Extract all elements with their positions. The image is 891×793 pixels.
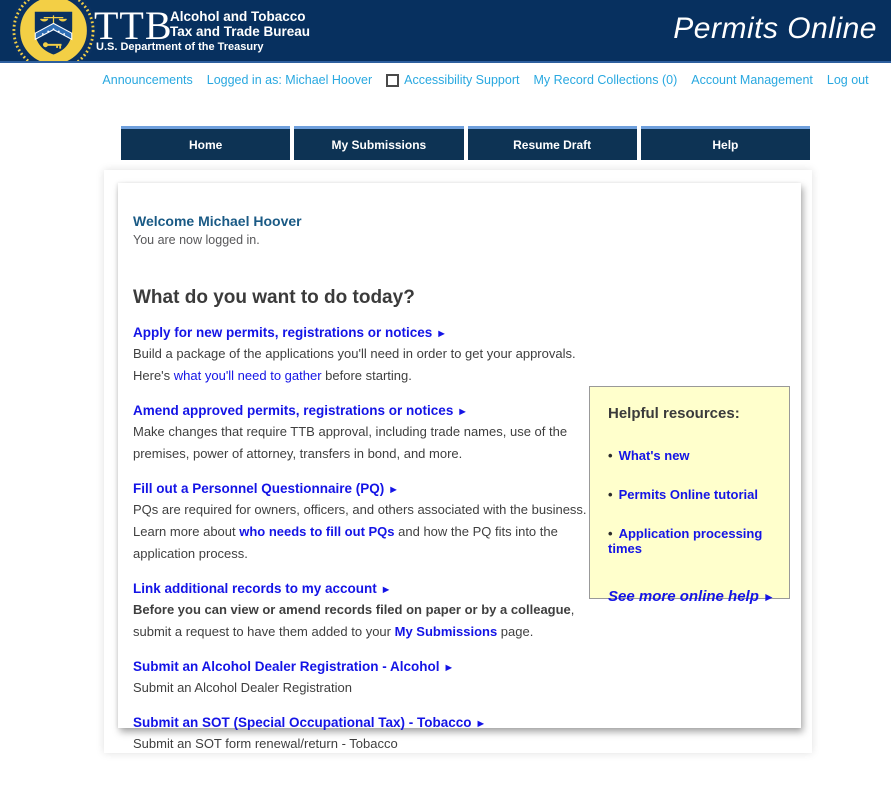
whats-new-link[interactable]: What's new [618,448,690,463]
arrow-right-icon: ► [457,406,468,418]
brand-name [170,9,310,39]
page-panel [104,170,812,753]
bullet-icon: • [608,487,613,502]
arrow-right-icon: ► [443,662,455,674]
bullet-icon: • [608,526,613,541]
link-records-desc: Before you can view or amend records filed on paper or by a colleague, submit a request to have them added to your My Submissions page. [133,602,575,639]
tab-resume-draft[interactable]: Resume Draft [468,126,637,160]
main-nav-tabs [121,126,810,160]
who-fills-pqs-link[interactable]: who needs to fill out PQs [239,524,395,539]
accessibility-link[interactable]: Accessibility Support [404,73,520,87]
page-title: Permits Online [673,12,877,45]
apply-new-permits-link[interactable]: Apply for new permits, registrations or notices ► [133,325,447,340]
welcome-heading: Welcome Michael Hoover [133,213,302,229]
what-to-gather-link[interactable]: what you'll need to gather [173,368,322,383]
accessibility-checkbox[interactable] [386,74,399,87]
my-submissions-link[interactable]: My Submissions [394,624,498,639]
account-management-link[interactable]: Account Management [691,73,813,87]
arrow-right-icon: ► [763,590,775,604]
amend-permits-link[interactable]: Amend approved permits, registrations or notices ► [133,403,468,418]
logged-in-status: Logged in as: Michael Hoover [206,73,373,87]
logout-link[interactable]: Log out [826,73,869,87]
sot-tobacco-link[interactable]: Submit an SOT (Special Occupational Tax) - Tobacco ► [133,715,487,730]
app-header [0,0,891,63]
logged-in-user: Michael Hoover [285,73,373,87]
arrow-right-icon: ► [388,484,399,496]
see-more-online-help-link[interactable]: See more online help ► [608,588,775,605]
utility-nav [0,65,891,95]
brand-line2: Tax and Trade Bureau [170,24,311,39]
personnel-questionnaire-desc: PQs are required for owners, officers, and others associated with the business. Learn more about who needs to fill out PQs and how the PQ fits into the application process. [133,502,587,561]
helpful-resources-box [589,386,790,605]
list-item [608,487,775,502]
alcohol-dealer-registration-desc: Submit an Alcohol Dealer Registration [133,680,352,695]
brand-department: U.S. Department of the Treasury [96,41,264,53]
section-personnel-questionnaire [133,480,598,565]
permits-online-tutorial-link[interactable]: Permits Online tutorial [618,487,758,502]
apply-new-permits-desc: Build a package of the applications you'll need in order to get your approvals. Here's what you'll need to gather before starting. [133,346,576,383]
list-item [608,448,775,463]
announcements-link[interactable]: Announcements [102,73,193,87]
section-heading-question: What do you want to do today? [133,287,415,308]
welcome-user-name: Michael Hoover [198,213,302,229]
section-amend [133,402,598,465]
brand-acronym: TTB [94,3,173,48]
section-apply-new [133,324,598,387]
application-processing-times-link[interactable]: Application processing times [608,526,763,556]
alcohol-dealer-registration-link[interactable]: Submit an Alcohol Dealer Registration - Alcohol ► [133,659,455,674]
bullet-icon: • [608,448,613,463]
tab-my-submissions[interactable]: My Submissions [294,126,463,160]
ttb-seal-logo[interactable] [9,0,98,63]
sot-tobacco-desc: Submit an SOT form renewal/return - Tobacco [133,736,398,751]
accessibility-support [386,73,519,87]
tab-help[interactable]: Help [641,126,810,160]
section-alcohol-dealer [133,658,598,699]
arrow-right-icon: ► [475,718,487,730]
brand-line1: Alcohol and Tobacco [170,9,306,24]
welcome-subtext: You are now logged in. [133,233,260,247]
link-records-link[interactable]: Link additional records to my account ► [133,581,392,596]
section-link-records [133,580,598,643]
content-card [118,183,801,751]
arrow-right-icon: ► [436,328,447,340]
personnel-questionnaire-link[interactable]: Fill out a Personnel Questionnaire (PQ) ► [133,481,399,496]
record-collections-link[interactable]: My Record Collections (0) [533,73,678,87]
tab-home[interactable]: Home [121,126,290,160]
helpful-resources-title: Helpful resources: [608,405,740,422]
amend-permits-desc: Make changes that require TTB approval, including trade names, use of the premises, power of attorney, transfers in bond, and more. [133,424,568,461]
arrow-right-icon: ► [380,584,392,596]
section-sot-tobacco [133,714,598,755]
list-item [608,526,775,556]
content-column [133,213,598,755]
